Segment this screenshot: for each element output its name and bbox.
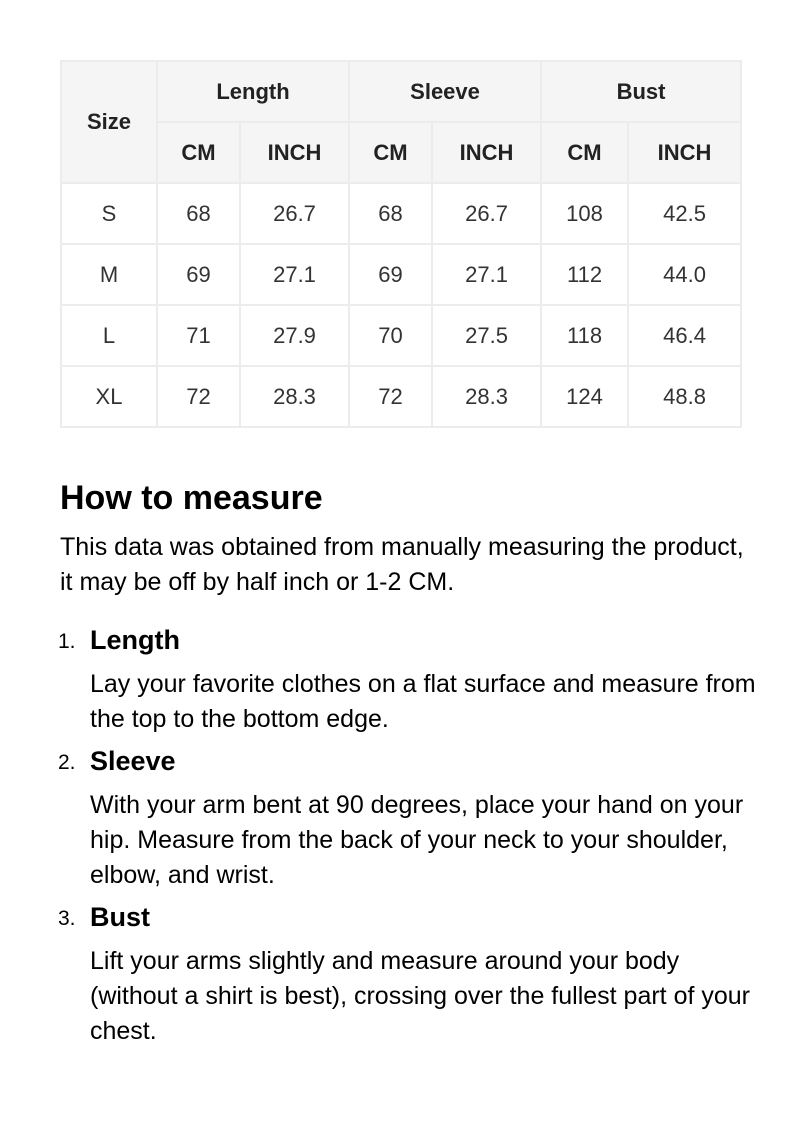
sleeve-inch-cell: 27.5 — [432, 305, 541, 366]
step-description: Lay your favorite clothes on a flat surface and measure from the top to the bottom edge. — [90, 670, 756, 733]
bust-inch-header: INCH — [628, 122, 741, 183]
step-description: With your arm bent at 90 degrees, place your hand on your hip. Measure from the back of your neck to your shoulder, elbow, and wrist. — [90, 791, 744, 889]
length-cm-header: CM — [157, 122, 240, 183]
size-column-header: Size — [61, 61, 157, 183]
length-inch-cell: 27.9 — [240, 305, 349, 366]
bust-cm-cell: 112 — [541, 244, 628, 305]
sleeve-cm-cell: 68 — [349, 183, 432, 244]
table-row — [61, 244, 741, 305]
sleeve-cm-cell: 69 — [349, 244, 432, 305]
step-description: Lift your arms slightly and measure around your body (without a shirt is best), crossing over the fullest part of your chest. — [90, 947, 750, 1045]
size-cell: L — [61, 305, 157, 366]
bust-inch-cell: 46.4 — [628, 305, 741, 366]
step-number: 2. — [58, 751, 76, 774]
measure-step-length — [0, 622, 800, 737]
length-group-header: Length — [157, 61, 349, 122]
length-inch-cell: 26.7 — [240, 183, 349, 244]
step-title: Sleeve — [90, 746, 176, 776]
measure-intro-text: This data was obtained from manually measuring the product, it may be off by half inch or 1-2 CM. — [60, 533, 744, 596]
bust-cm-cell: 108 — [541, 183, 628, 244]
length-inch-cell: 27.1 — [240, 244, 349, 305]
bust-cm-cell: 118 — [541, 305, 628, 366]
bust-inch-cell: 44.0 — [628, 244, 741, 305]
sleeve-cm-header: CM — [349, 122, 432, 183]
table-row — [61, 305, 741, 366]
header-row-units — [61, 122, 741, 183]
sleeve-inch-cell: 28.3 — [432, 366, 541, 427]
sleeve-cm-cell: 70 — [349, 305, 432, 366]
size-cell: M — [61, 244, 157, 305]
bust-inch-cell: 48.8 — [628, 366, 741, 427]
sleeve-group-header: Sleeve — [349, 61, 541, 122]
step-number: 3. — [58, 907, 76, 930]
bust-cm-header: CM — [541, 122, 628, 183]
table-header — [61, 61, 741, 183]
table-row — [61, 366, 741, 427]
table-body — [61, 183, 741, 427]
bust-cm-cell: 124 — [541, 366, 628, 427]
step-title: Length — [90, 625, 180, 655]
step-title: Bust — [90, 902, 150, 932]
step-number: 1. — [58, 630, 76, 653]
sleeve-inch-cell: 27.1 — [432, 244, 541, 305]
length-inch-cell: 28.3 — [240, 366, 349, 427]
sleeve-cm-cell: 72 — [349, 366, 432, 427]
measure-steps-list — [0, 622, 800, 1055]
bust-inch-cell: 42.5 — [628, 183, 741, 244]
measure-step-sleeve — [0, 743, 800, 893]
size-table — [60, 60, 742, 428]
size-cell: S — [61, 183, 157, 244]
measure-step-bust — [0, 899, 800, 1049]
table-row — [61, 183, 741, 244]
length-cm-cell: 71 — [157, 305, 240, 366]
length-cm-cell: 72 — [157, 366, 240, 427]
length-cm-cell: 68 — [157, 183, 240, 244]
sleeve-inch-header: INCH — [432, 122, 541, 183]
length-inch-header: INCH — [240, 122, 349, 183]
sleeve-inch-cell: 26.7 — [432, 183, 541, 244]
size-cell: XL — [61, 366, 157, 427]
length-cm-cell: 69 — [157, 244, 240, 305]
header-row-groups — [61, 61, 741, 122]
bust-group-header: Bust — [541, 61, 741, 122]
how-to-measure-heading: How to measure — [60, 479, 323, 517]
